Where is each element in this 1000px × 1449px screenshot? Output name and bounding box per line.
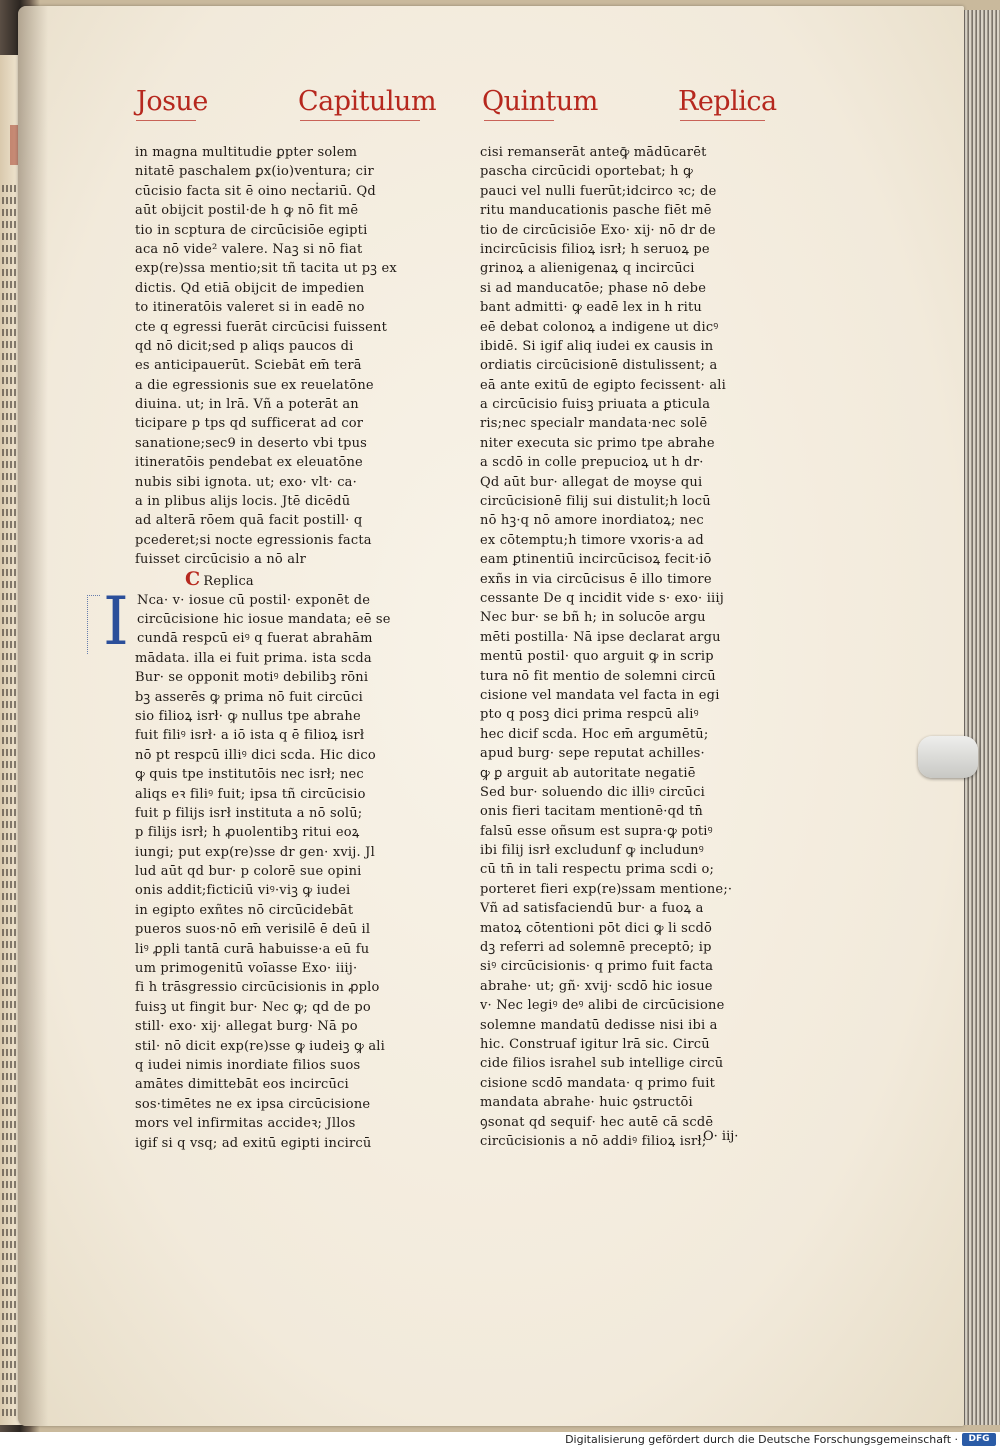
text-line: bant admitti· ꝙ eadē lex in h ritu — [480, 300, 702, 316]
text-line: tio de circūcisiōe Exo· xij· nō dr de — [480, 222, 716, 238]
text-line: bꝫ asserēs ꝙ prima nō fuit circūci — [135, 689, 363, 705]
text-line: incircūcisis filioꝝ isrł; h seruoꝝ pe — [480, 241, 710, 257]
text-line: exñs in via circūcisus ē illo timore — [480, 571, 712, 587]
text-line: tio in scptura de circūcisiōe egipti — [135, 222, 368, 238]
text-line: cte q egressi fuerāt circūcisi fuissent — [135, 319, 388, 335]
text-line: iungi; put exp(re)sse dr gen· xvij. Jl — [135, 844, 375, 860]
text-line: cide filios israhel sub intellige circū — [480, 1056, 724, 1072]
text-line: sos·timētes ne ex ipsa circūcisione — [135, 1096, 371, 1112]
text-line: solemne mandatū dedisse nisi ibi a — [480, 1017, 718, 1033]
text-line: matoꝝ cōtentioni pōt dici ꝙ li scdō — [480, 920, 713, 936]
text-line: a scdō in colle prepucioꝝ ut h dr· — [480, 455, 704, 471]
text-line: ibidē. Si igif aliq iudei ex causis in — [480, 338, 714, 354]
running-head-chapter-label-text: Capitulum — [298, 86, 437, 117]
running-head-chapter-number-text: Quintum — [482, 86, 598, 117]
head-rule-chapter — [300, 120, 420, 121]
text-line: hec dicif scda. Hoc em̄ argumētū; — [480, 726, 709, 742]
text-line: eā ante exitū de egipto fecissent· ali — [480, 377, 726, 393]
text-line: dictis. Qd etiā obijcit de impedien — [135, 280, 365, 296]
text-line: onis addit;ficticiū viꝰ·viꝫ ꝙ iudei — [135, 883, 351, 899]
text-line: pauci vel nulli fuerūt;idcirco ꝛc; de — [480, 183, 717, 199]
text-line: mandata abrahe· huic ꝯstructōi — [480, 1095, 693, 1111]
section-subhead-text: Replica — [203, 573, 254, 589]
page-gutter-shadow — [18, 6, 48, 1426]
text-line: amātes dimittebāt eos incircūci — [135, 1077, 349, 1093]
catchword: O· iij· — [703, 1129, 739, 1144]
text-line: cūcisio facta sit ē oino necṫariū. Qd — [135, 183, 376, 199]
text-line: cisione scdō mandata· q primo fuit — [480, 1075, 716, 1091]
text-line: tura nō fit mentio de solemni circū — [480, 668, 716, 684]
text-line: v· Nec legiꝰ deꝰ alibi de circūcisione — [480, 998, 725, 1014]
text-line: ris;nec specialr mandata·nec solē — [480, 416, 708, 432]
text-line: fi h trāsgressio circūcisionis in ꝓplo — [135, 980, 380, 996]
text-line: a circūcisio fuisꝫ priuata a ꝑticula — [480, 397, 711, 413]
text-line: in egipto exñtes nō circūcidebāt — [135, 902, 354, 918]
text-line: ritu manducationis pasche fiēt mē — [480, 203, 712, 219]
text-line: fuisꝫ ut fingit bur· Nec ꝙ; qd de po — [135, 999, 371, 1015]
head-rule-section — [680, 120, 765, 121]
text-line: si ad manducatōe; phase nō debe — [480, 280, 707, 296]
text-line: circūcisione hic iosue mandata; eē se — [137, 611, 391, 627]
text-line: cisione vel mandata vel facta in egi — [480, 687, 720, 703]
text-line: circūcisionē filij sui distulit;h locū — [480, 494, 711, 510]
text-line: q iudei nimis inordiate filios suos — [135, 1057, 361, 1073]
text-line: still· exo· xij· allegat burg· Nā po — [135, 1019, 358, 1035]
text-line: apud burg· sepe reputat achilles· — [480, 746, 705, 762]
text-line: Nec bur· se bñ h; in solucōe argu — [480, 610, 706, 626]
text-line: Sed bur· soluendo dic illiꝰ circūci — [480, 784, 705, 800]
text-line: a die egressionis sue ex reuelatōne — [135, 377, 374, 393]
text-line: Nca· v· iosue cū postil· exponēt de — [137, 592, 371, 608]
text-line: nō hꝫ·q nō amore inordiatoꝝ; nec — [480, 513, 704, 529]
running-head-section-text: Replica — [678, 86, 777, 117]
text-line: nubis sibi ignota. ut; exo· vlt· ca· — [135, 474, 357, 490]
text-line: sanatione;sec9 in deserto vbi tpus — [135, 435, 368, 451]
text-line: fuit p filijs isrł instituta a nō solū; — [135, 805, 363, 821]
text-line: niter executa sic primo tpe abrahe — [480, 435, 715, 451]
digitization-credit: Digitalisierung gefördert durch die Deutsche Forschungsgemeinschaft · — [565, 1433, 958, 1446]
text-line: falsū esse oñsum est supra·ꝙ potiꝰ — [480, 823, 713, 839]
text-line: a in plibus alijs locis. Jtē dicēdū — [135, 494, 351, 510]
text-line: siꝰ circūcisionis· q primo fuit facta — [480, 959, 714, 975]
text-line: exp(re)ssa mentio;sit tñ tacita ut pꝫ ex — [135, 261, 397, 277]
text-line: mādata. illa ei fuit prima. ista scda — [135, 650, 372, 666]
text-line: fuisset circūcisio a nō alr — [135, 552, 307, 568]
text-line: abrahe· ut; gñ· xvij· scdō hic iosue — [480, 978, 713, 994]
text-line: onis fieri tacitam mentionē·qd tn̄ — [480, 804, 703, 820]
text-line: mors vel infirmitas accideꝛ; Jllos — [135, 1116, 356, 1132]
text-line: itineratōis pendebat ex eleuatōne — [135, 455, 363, 471]
text-line: to itineratōis valeret si in eadē no — [135, 300, 365, 316]
text-line: nitatē paschalem ꝑx(io)ventura; cir — [135, 164, 374, 180]
text-line: aūt obijcit postil·de h ꝙ nō fit mē — [135, 203, 359, 219]
text-line: ꝯsonat qd sequif· hec autē cā scdē — [480, 1114, 714, 1130]
rubric-pilcrow-icon: C — [185, 567, 201, 590]
text-column-right — [480, 143, 770, 1151]
text-line: ordiatis circūcisionē distulissent; a — [480, 358, 718, 374]
text-line: Vñ ad satisfaciendū bur· a fuoꝝ a — [480, 901, 704, 917]
text-line: ꝙ ꝑ arguit ab autoritate negatiē — [480, 765, 696, 781]
text-line: in magna multitudie ꝑpter solem — [135, 145, 358, 160]
text-line: porteret fieri exp(re)ssam mentione;· — [480, 881, 733, 897]
section-subhead — [135, 567, 425, 591]
left-column-top-text — [135, 143, 425, 570]
page-clip-tab — [918, 736, 978, 778]
text-line: aliqs eꝛ filiꝰ fuit; ipsa tñ circūcisio — [135, 786, 366, 802]
page-stack-edges — [960, 10, 1000, 1425]
running-head-book-text: Josue — [136, 86, 208, 117]
text-line: grinoꝝ a alienigenaꝝ q incircūci — [480, 261, 695, 277]
text-line: eam ꝑtinentiū incircūcisoꝝ fecit·iō — [480, 552, 712, 568]
text-line: diuina. ut; in lrā. Vñ a poterāt an — [135, 397, 359, 413]
text-line: fuit filiꝰ isrł· a iō ista q ē filioꝝ isrł — [135, 728, 365, 744]
decorated-initial: I — [102, 582, 130, 660]
text-line: p filijs isrł; h ꝓuolentibꝫ ritui eoꝝ — [135, 825, 360, 841]
text-line: dꝫ referri ad solemnē preceptō; ip — [480, 940, 712, 956]
initial-paragraph — [102, 582, 425, 1153]
text-line: stil· nō dicit exp(re)sse ꝙ iudeiꝫ ꝙ ali — [135, 1038, 385, 1054]
text-line: Qd aūt bur· allegat de moyse qui — [480, 474, 703, 490]
text-line: igif si q vsq; ad exitū egipti incircū — [135, 1135, 372, 1151]
text-line: ibi filij isrł excludunf ꝙ includunꝰ — [480, 843, 704, 859]
text-line: mentū postil· quo arguit ꝙ in scrip — [480, 649, 714, 665]
text-line: eē debat colonoꝝ a indigene ut dicꝰ — [480, 319, 719, 335]
text-line: cessante De q incidit vide s· exo· iiij — [480, 590, 725, 606]
text-line: hic. Construaf igitur lrā sic. Circū — [480, 1036, 710, 1052]
text-line: ad alterā rōem quā facit postill· q — [135, 513, 363, 529]
text-line: pascha circūcidi oportebat; h ꝙ — [480, 164, 694, 180]
text-line: qd nō dicit;sed p aliqs paucos di — [135, 338, 354, 354]
text-line: liꝰ ꝓpli tantā curā habuisse·a eū fu — [135, 941, 370, 957]
text-line: ticipare p tps qd sufficerat ad cor — [135, 416, 364, 432]
text-line: es anticipauerūt. Sciebāt em̄ terā — [135, 358, 362, 374]
text-line: Bur· se opponit motiꝰ debilibꝫ rōni — [135, 670, 369, 686]
dfg-logo: DFG — [962, 1433, 996, 1446]
right-column-text — [480, 143, 770, 1151]
text-line: circūcisionis a nō addiꝰ filioꝝ isrł; — [480, 1133, 707, 1149]
text-line: mēti postilla· Nā ipse declarat argu — [480, 629, 721, 645]
head-rule-number — [484, 120, 554, 121]
text-line: ex cōtemptu;h timore vxoris·a ad — [480, 532, 704, 548]
head-rule-book — [136, 120, 196, 121]
text-line: pcederet;si nocte egressionis facta — [135, 532, 372, 548]
text-line: lud aūt qd bur· p colorē sue opini — [135, 864, 362, 880]
left-column-bottom-text — [135, 591, 425, 1153]
text-line: cundā respcū eiꝰ q fuerat abrahām — [137, 631, 373, 647]
text-line: nō pt respcū illiꝰ dici scda. Hic dico — [135, 747, 376, 763]
text-line: um primogenitū voīasse Exo· iiij· — [135, 961, 358, 977]
text-column-left — [102, 143, 425, 1153]
text-line: ꝙ quis tpe institutōis nec isrł; nec — [135, 767, 364, 783]
text-line: cū tn̄ in tali respectu prima scdi o; — [480, 862, 715, 878]
text-line: pto q posꝫ dici prima respcū aliꝰ — [480, 707, 699, 723]
text-line: pueros suos·nō em̄ verisilē ē deū il — [135, 922, 371, 938]
text-line: aca nō vide² valere. Naꝫ si nō fiat — [135, 241, 363, 257]
text-line: cisi remanserāt anteꝙ̄ mādūcarēt — [480, 145, 707, 160]
text-line: sio filioꝝ isrł· ꝙ nullus tpe abrahe — [135, 708, 361, 724]
